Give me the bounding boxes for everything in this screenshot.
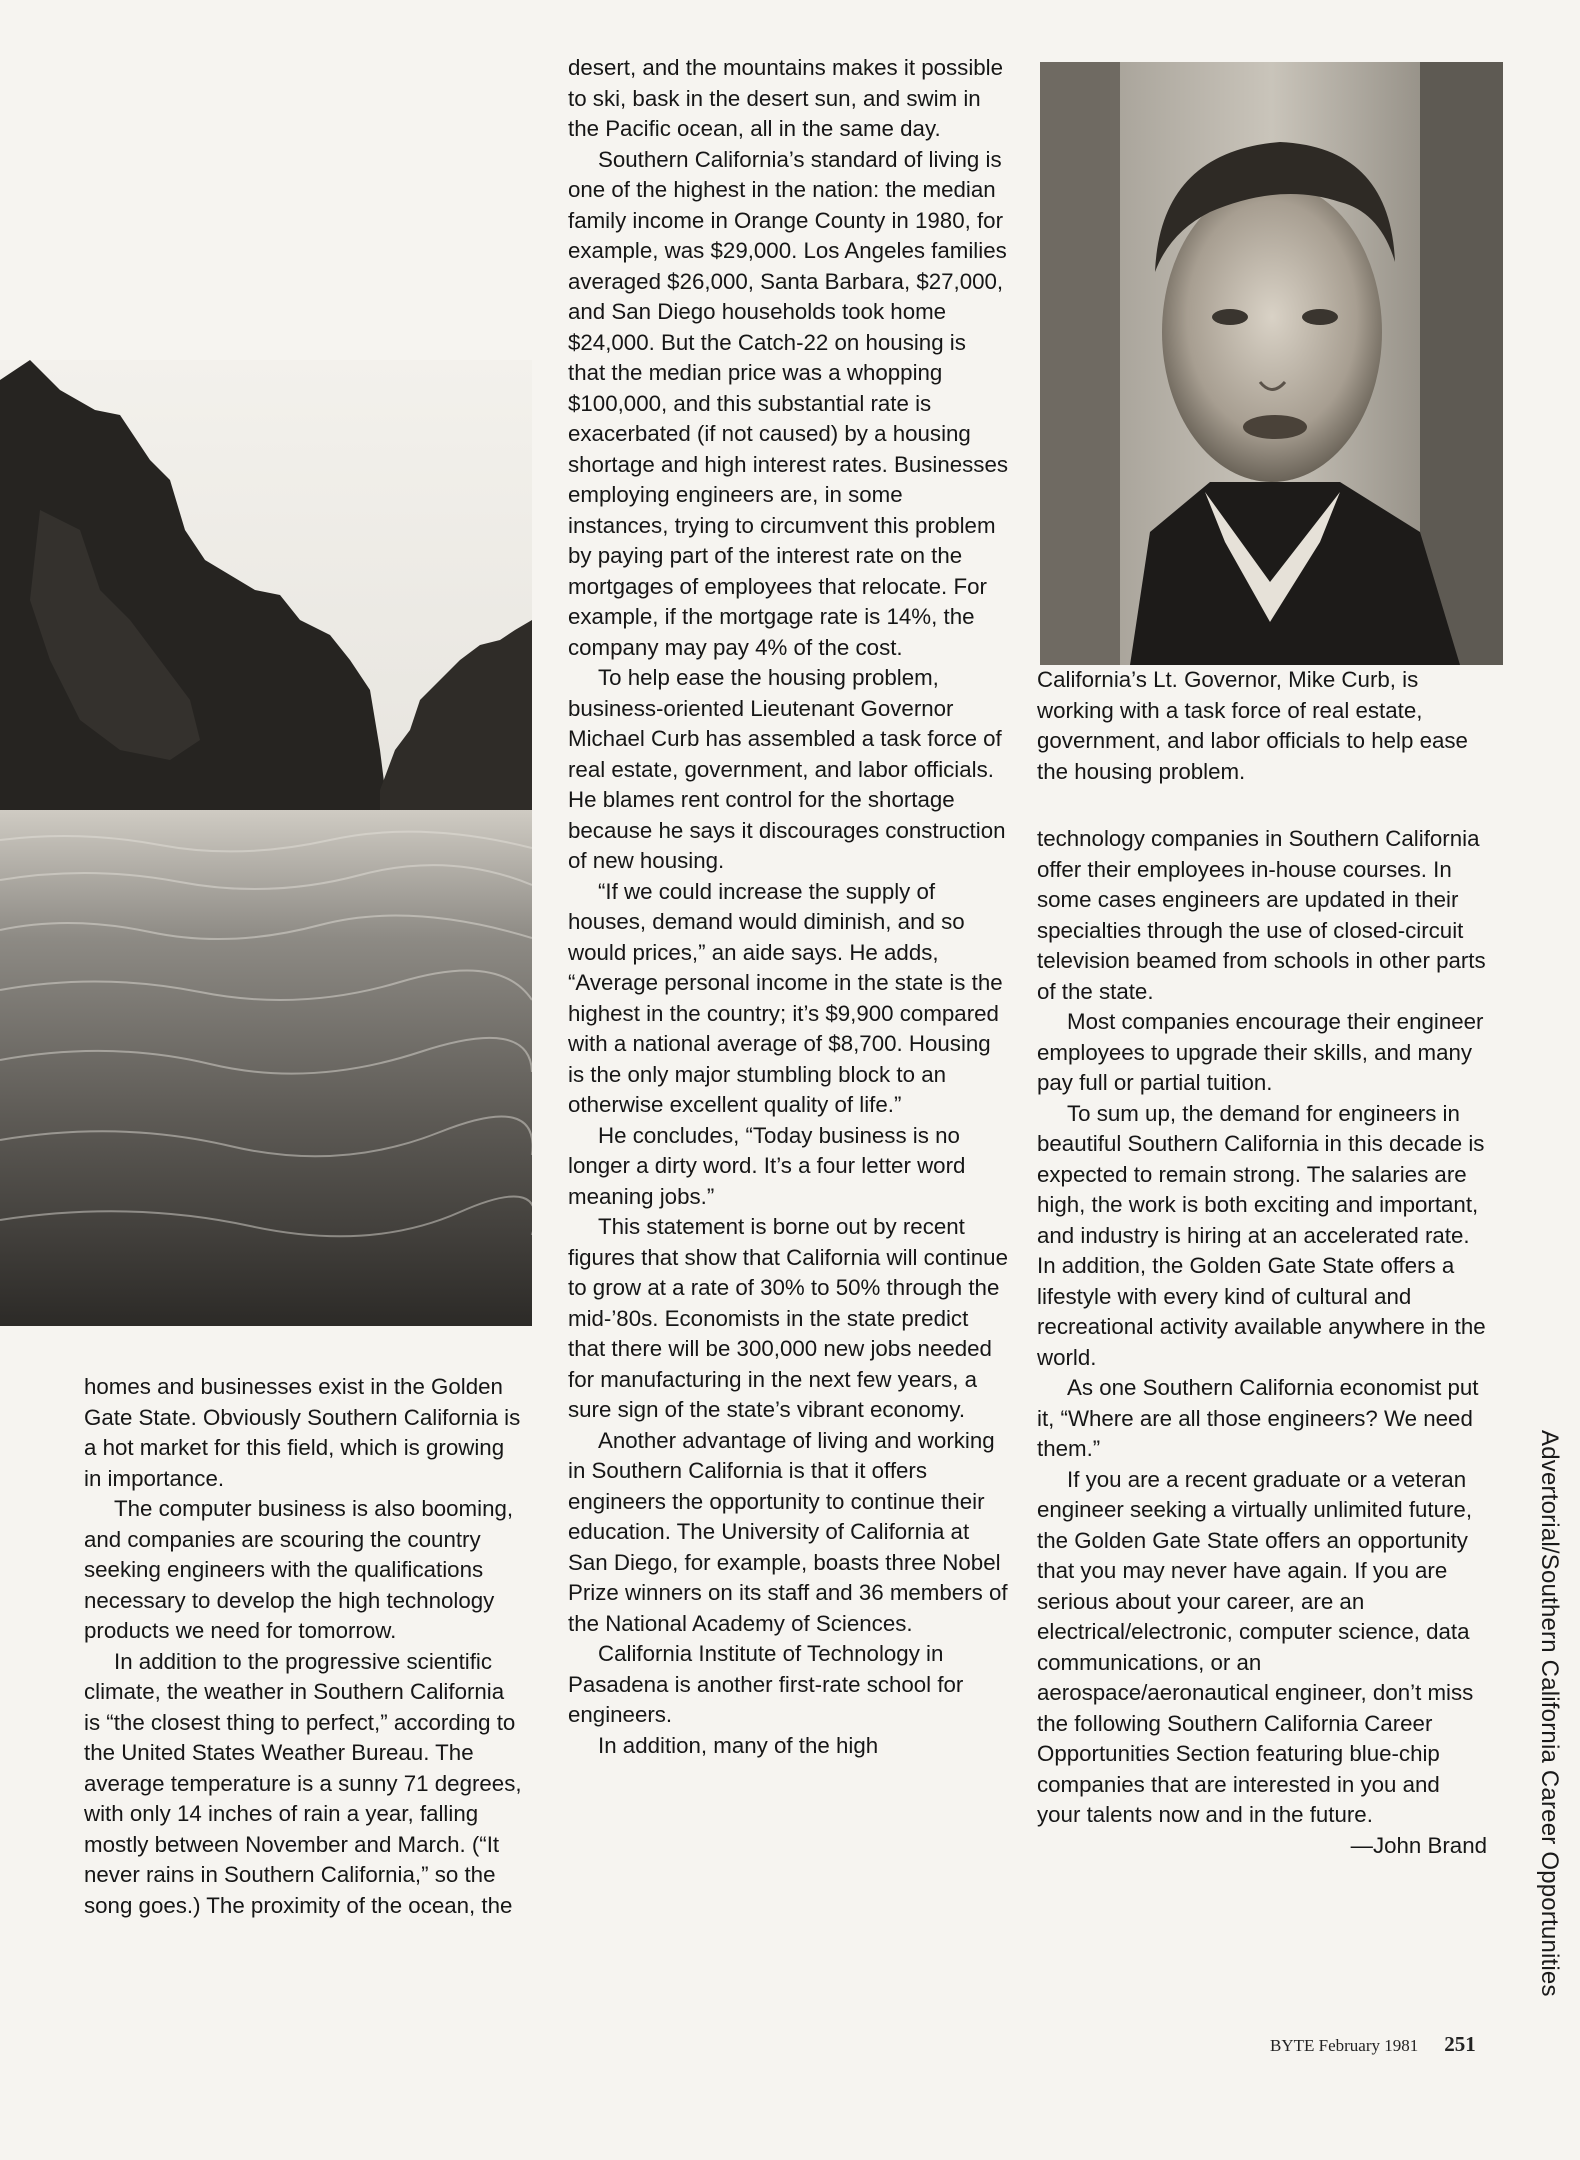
paragraph: homes and businesses exist in the Golden Gate State. Obviously Southern California is a hot market for this field, which is growing in importance. [84,1374,521,1491]
column-left-text [84,1372,524,1921]
paragraph: California Institute of Technology in Pasadena is another first-rate school for engineers. [568,1641,964,1727]
paragraph: As one Southern California economist put it, “Where are all those engineers? We need them.” [1037,1375,1479,1461]
sea-rocks-photo [0,360,532,1326]
caption-text: California’s Lt. Governor, Mike Curb, is working with a task force of real estate, government, and labor officials to help ease the housing problem. [1037,667,1468,784]
photo-caption [1037,665,1477,787]
paragraph: This statement is borne out by recent figures that show that California will continue to grow at a rate of 30% to 50% through the mid-’80s. Economists in the state predict that there will be 300,000 new jobs needed for manufacturing in the next few years, a sure sign of the state’s vibrant economy. [568,1214,1008,1422]
paragraph: Another advantage of living and working in Southern California is that it offers engineers the opportunity to continue their education. The University of California at San Diego, for example, boasts three Nobel Prize winners on its staff and 36 members of the National Academy of Sciences. [568,1427,1008,1636]
paragraph: desert, and the mountains makes it possible to ski, bask in the desert sun, and swim in the Pacific ocean, all in the same day. [568,55,1004,141]
paragraph: Southern California’s standard of living is one of the highest in the nation: the median family income in Orange County in 1980, for example, was $29,000. Los Angeles families averaged $26,000, Santa Barbara, $27,000, and San Diego households took home $24,000. But the Catch-22 on housing is that the median price was a whopping $100,000, and this substantial rate is exacerbated (if not caused) by a housing shortage and high interest rates. Businesses employing engineers are, in some instances, trying to circumvent this problem by paying part of the interest rate on the mortgages of employees that relocate. For example, if the mortgage rate is 14%, the company may pay 4% of the cost. [568,146,1009,660]
page-number: 251 [1444,2032,1476,2056]
author-signature: —John Brand [1350,1832,1487,1858]
paragraph: He concludes, “Today business is no longer a dirty word. It’s a four letter word meaning jobs.” [568,1122,966,1209]
paragraph: The computer business is also booming, and companies are scouring the country seeking engineers with the qualifications necessary to develop the high technology products we need for tomorrow. [84,1496,514,1643]
paragraph: “If we could increase the supply of houses, demand would diminish, and so would prices,” an aide says. He adds, “Average personal income in the state is the highest in the country; it’s $9,900 compared with a national average of $8,700. Housing is the only major stumbling block to an otherwise excellent quality of life.” [568,878,1003,1117]
paragraph: In addition to the progressive scientific climate, the weather in Southern California is “the closest thing to perfect,” according to the United States Weather Bureau. The average temperature is a sunny 71 degrees, with only 14 inches of rain a year, falling mostly between November and March. (“It never rains in Southern California,” so the song goes.) The proximity of the ocean, the [84,1648,522,1918]
page-footer [1270,2032,1490,2057]
paragraph: In addition, many of the high [598,1732,879,1758]
column-right-text [1037,824,1487,1861]
paragraph: Most companies encourage their engineer employees to upgrade their skills, and many pay full or partial tuition. [1037,1009,1484,1095]
paragraph: If you are a recent graduate or a veteran engineer seeking a virtually unlimited future, the Golden Gate State offers an opportunity that you may never have again. If you are serious about your career, are an electrical/electronic, computer science, data communications, or an aerospace/aeronautical engineer, don’t miss the following Southern California Career Opportunities Section featuring blue-chip companies that are interested in you and your talents now and in the future. [1037,1466,1474,1827]
section-side-label [1518,1430,1578,2080]
mike-curb-portrait-photo [1040,62,1503,665]
paragraph: technology companies in Southern California offer their employees in-house courses. In some cases engineers are updated in their specialties through the use of closed-circuit television beamed from schools in other parts of the state. [1037,826,1486,1004]
side-label-text: Advertorial/Southern California Career Opportunities [1536,1430,1563,1997]
column-middle-text [568,53,1008,1761]
paragraph: To sum up, the demand for engineers in beautiful Southern California in this decade is expected to remain strong. The salaries are high, the work is both exciting and important, and industry is hiring at an accelerated rate. In addition, the Golden Gate State offers a lifestyle with every kind of cultural and recreational activity available anywhere in the world. [1037,1100,1486,1370]
publication-name: BYTE February 1981 [1270,2036,1419,2055]
paragraph: To help ease the housing problem, business-oriented Lieutenant Governor Michael Curb has assembled a task force of real estate, government, and labor officials. He blames rent control for the shortage because he says it discourages construction of new housing. [568,665,1006,873]
